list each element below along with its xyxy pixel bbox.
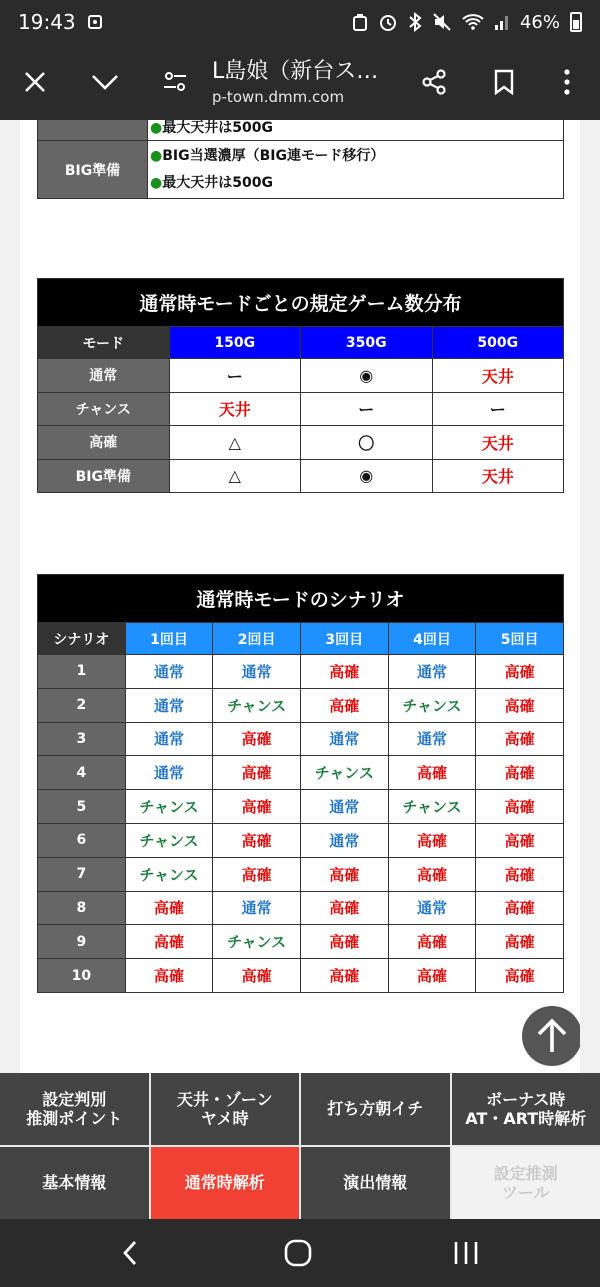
table-header-row: [38, 327, 564, 359]
table-cell: 通常: [125, 756, 213, 790]
table-cell: 天井: [432, 426, 564, 460]
table-cell: △: [169, 426, 301, 460]
table-cell: チャンス: [213, 925, 301, 959]
recent-apps-icon[interactable]: [444, 1233, 488, 1273]
table-cell: 高確: [125, 959, 213, 993]
battery-percent: 46%: [519, 11, 560, 33]
table-cell: 高確: [213, 857, 301, 891]
table-cell: 高確: [388, 823, 476, 857]
status-time: 19:43: [18, 10, 76, 34]
table-cell: 高確: [476, 756, 564, 790]
table-row: [38, 426, 564, 460]
table-row: [38, 959, 564, 993]
table-cell: 高確: [300, 857, 388, 891]
table-cell: ー: [301, 392, 433, 426]
row-label: 9: [38, 925, 126, 959]
page-url[interactable]: p-town.dmm.com: [212, 88, 345, 106]
page-title[interactable]: L島娘（新台ス…: [212, 59, 379, 84]
table-cell: 高確: [125, 925, 213, 959]
table-cell: 高確: [476, 891, 564, 925]
row-label: 5: [38, 790, 126, 824]
row-label: 高確: [38, 426, 170, 460]
mode-description: 最大天井は500G: [162, 120, 273, 136]
recycle-icon: [352, 13, 368, 31]
column-header: 3回目: [300, 623, 388, 655]
table-cell: 通常: [300, 722, 388, 756]
table-row: [38, 823, 564, 857]
table-cell: 高確: [125, 891, 213, 925]
table-cell: 通常: [125, 655, 213, 689]
table-header-row: [38, 623, 564, 655]
table-cell: 高確: [388, 756, 476, 790]
browser-toolbar: [0, 44, 600, 120]
table-cell: ◉: [301, 459, 433, 493]
signal-icon: [494, 13, 510, 31]
table-cell: 通常: [388, 655, 476, 689]
table-row: [38, 925, 564, 959]
bookmark-icon[interactable]: [480, 58, 528, 106]
table-cell: 〇: [301, 426, 433, 460]
table-cell: チャンス: [125, 790, 213, 824]
row-label: 3: [38, 722, 126, 756]
table-cell: 天井: [169, 392, 301, 426]
column-header: 150G: [169, 327, 301, 359]
table-row: [38, 891, 564, 925]
table-cell: 通常: [300, 823, 388, 857]
table-cell: 高確: [388, 925, 476, 959]
table-cell: 高確: [476, 790, 564, 824]
row-label: 6: [38, 823, 126, 857]
table-cell: 高確: [388, 959, 476, 993]
scenario-table-body: [38, 655, 564, 993]
tab-normal-analysis[interactable]: 通常時解析: [151, 1147, 300, 1219]
tab-setting-points[interactable]: 設定判別 推測ポイント: [0, 1073, 149, 1145]
tab-effect-info[interactable]: 演出情報: [301, 1147, 450, 1219]
column-header: 1回目: [125, 623, 213, 655]
arrow-up-icon: [536, 1018, 568, 1054]
table-cell: 通常: [213, 891, 301, 925]
mode-label: BIG準備: [38, 141, 148, 199]
tab-setting-tool[interactable]: 設定推測 ツール: [452, 1147, 600, 1219]
row-label: 7: [38, 857, 126, 891]
table-cell: チャンス: [213, 688, 301, 722]
mode-description: 最大天井は500G: [162, 174, 273, 191]
chevron-down-icon[interactable]: [81, 58, 129, 106]
status-bar: [0, 0, 600, 44]
table-cell: ー: [432, 392, 564, 426]
table-cell: 高確: [388, 857, 476, 891]
row-label: 8: [38, 891, 126, 925]
column-header: 500G: [432, 327, 564, 359]
scroll-to-top-button[interactable]: [522, 1006, 580, 1066]
table-row: [38, 359, 564, 393]
table-cell: チャンス: [125, 823, 213, 857]
back-icon[interactable]: [108, 1233, 152, 1273]
tab-basic-info[interactable]: 基本情報: [0, 1147, 149, 1219]
table-cell: 高確: [300, 959, 388, 993]
table-cell: チャンス: [300, 756, 388, 790]
mode-description-table: [37, 120, 564, 199]
table-cell: 高確: [213, 959, 301, 993]
table-cell: 天井: [432, 359, 564, 393]
scenario-table: [37, 574, 564, 993]
row-label: 2: [38, 688, 126, 722]
table-cell: 高確: [476, 688, 564, 722]
column-header: シナリオ: [38, 623, 126, 655]
table-cell: 高確: [476, 959, 564, 993]
table-cell: 高確: [300, 655, 388, 689]
share-icon[interactable]: [410, 58, 458, 106]
close-icon[interactable]: [11, 58, 59, 106]
table-cell: 高確: [300, 891, 388, 925]
table-cell: 高確: [476, 857, 564, 891]
table-cell: 高確: [213, 790, 301, 824]
tab-play-method[interactable]: 打ち方朝イチ: [301, 1073, 450, 1145]
table-row: [38, 857, 564, 891]
table-row: [38, 722, 564, 756]
table-cell: 通常: [125, 688, 213, 722]
table-row: [38, 392, 564, 426]
column-header: 350G: [301, 327, 433, 359]
mute-icon: [432, 12, 452, 32]
table-cell: チャンス: [388, 688, 476, 722]
table-cell: 通常: [213, 655, 301, 689]
bluetooth-icon: [408, 12, 422, 32]
table-title: 通常時モードごとの規定ゲーム数分布: [38, 279, 564, 327]
notification-icon: [88, 15, 102, 29]
column-header: 2回目: [213, 623, 301, 655]
table-cell: チャンス: [388, 790, 476, 824]
row-label: BIG準備: [38, 459, 170, 493]
table-cell: 高確: [300, 925, 388, 959]
row-label: 10: [38, 959, 126, 993]
table-cell: 高確: [300, 688, 388, 722]
table-cell: 高確: [213, 722, 301, 756]
table-cell: △: [169, 459, 301, 493]
game-count-distribution-table: [37, 278, 564, 493]
table-row: [38, 688, 564, 722]
table-cell: 高確: [476, 823, 564, 857]
table-cell: 高確: [476, 722, 564, 756]
table-row: ●最大天井は500G: [38, 120, 564, 141]
table-cell: 通常: [125, 722, 213, 756]
row-label: 1: [38, 655, 126, 689]
site-settings-icon[interactable]: [151, 58, 199, 106]
table-row: [38, 459, 564, 493]
column-header: 5回目: [476, 623, 564, 655]
tab-ceiling-zone[interactable]: 天井・ゾーン ヤメ時: [151, 1073, 300, 1145]
row-label: 通常: [38, 359, 170, 393]
table-cell: 高確: [213, 823, 301, 857]
section-tab-bar: [0, 1073, 600, 1219]
table-cell: 通常: [388, 891, 476, 925]
row-label: チャンス: [38, 392, 170, 426]
table-cell: 天井: [432, 459, 564, 493]
table-cell: チャンス: [125, 857, 213, 891]
system-navigation-bar: [0, 1219, 600, 1287]
table-title: 通常時モードのシナリオ: [38, 575, 564, 623]
table-row: [38, 756, 564, 790]
table-cell: ◉: [301, 359, 433, 393]
table-cell: 通常: [388, 722, 476, 756]
tab-bonus-analysis[interactable]: ボーナス時 AT・ART時解析: [452, 1073, 600, 1145]
mode-description: BIG当選濃厚（BIG連モード移行）: [162, 147, 385, 164]
column-header: モード: [38, 327, 170, 359]
table-cell: 高確: [476, 655, 564, 689]
battery-icon: [570, 12, 582, 32]
mode-label: [38, 120, 148, 141]
table-row: [38, 790, 564, 824]
alarm-icon: [378, 12, 398, 32]
table-cell: 高確: [213, 756, 301, 790]
table-cell: ー: [169, 359, 301, 393]
table-cell: 通常: [300, 790, 388, 824]
row-label: 4: [38, 756, 126, 790]
table-row: BIG準備 ●BIG当選濃厚（BIG連モード移行） ●最大天井は500G: [38, 141, 564, 199]
more-options-icon[interactable]: [543, 58, 591, 106]
home-icon[interactable]: [276, 1233, 320, 1273]
wifi-icon: [462, 13, 484, 31]
table-row: [38, 655, 564, 689]
column-header: 4回目: [388, 623, 476, 655]
article-content: [20, 120, 580, 1073]
table-cell: 高確: [476, 925, 564, 959]
